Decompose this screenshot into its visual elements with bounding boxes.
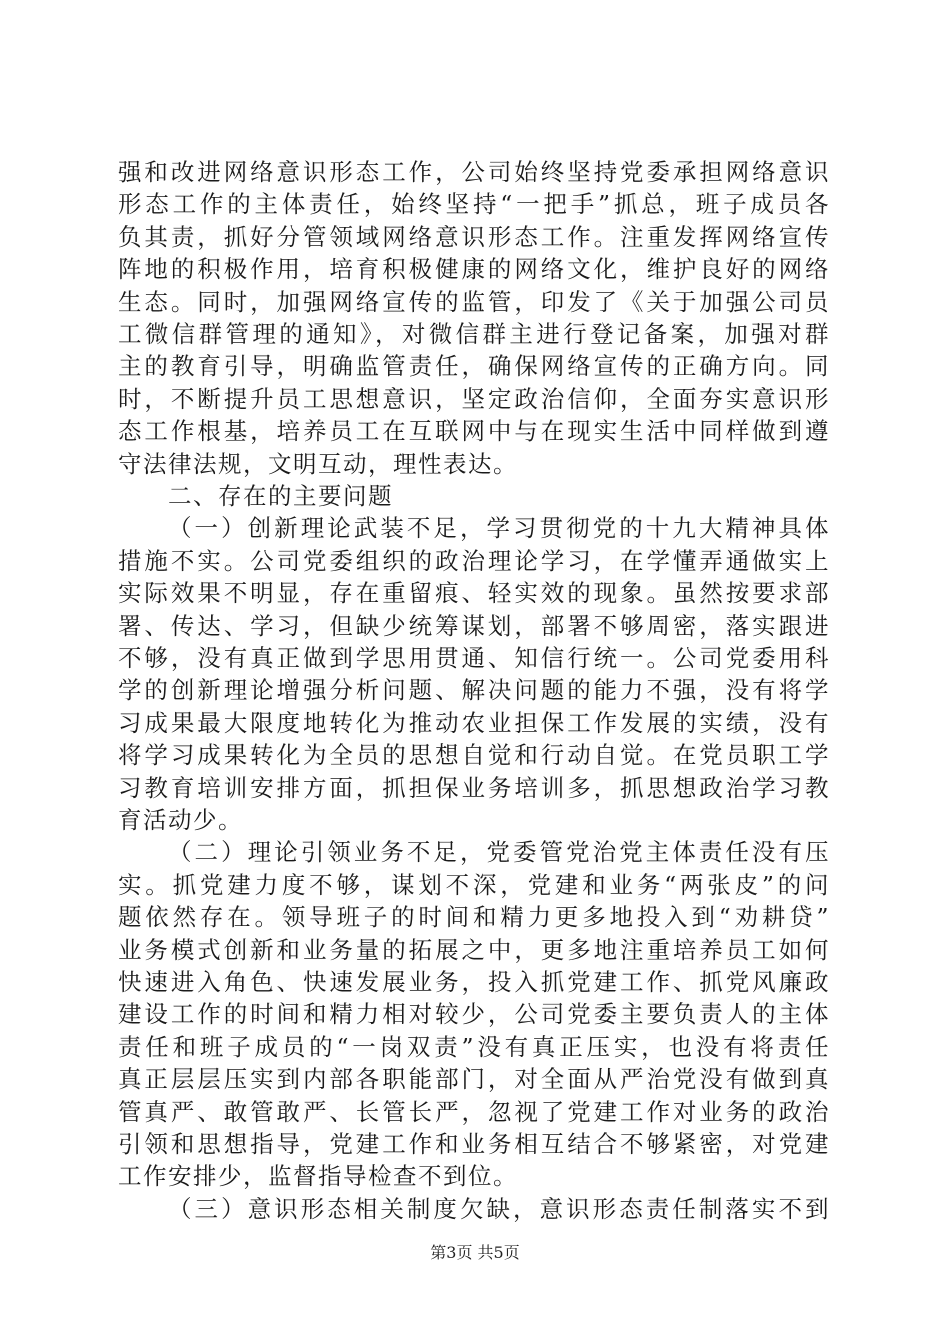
text-line: 将学习成果转化为全员的思想自觉和行动自觉。在党员职工学: [118, 741, 830, 769]
text-line: 建设工作的时间和精力相对较少，公司党委主要负责人的主体: [118, 1000, 830, 1028]
text-line: 署、传达、学习，但缺少统筹谋划，部署不够周密，落实跟进: [118, 612, 830, 640]
text-line: 业务模式创新和业务量的拓展之中，更多地注重培养员工如何: [118, 936, 830, 964]
text-line: （二）理论引领业务不足，党委管党治党主体责任没有压: [168, 838, 830, 866]
text-line: 习教育培训安排方面，抓担保业务培训多，抓思想政治学习教: [118, 774, 830, 802]
text-line: 不够，没有真正做到学思用贯通、知信行统一。公司党委用科: [118, 644, 830, 672]
text-line: 负其责，抓好分管领域网络意识形态工作。注重发挥网络宣传: [118, 223, 830, 251]
text-line: 引领和思想指导，党建工作和业务相互结合不够紧密，对党建: [118, 1130, 830, 1158]
text-line: 实。抓党建力度不够，谋划不深，党建和业务“两张皮”的问: [118, 871, 830, 899]
text-line: 工微信群管理的通知》，对微信群主进行登记备案，加强对群: [118, 320, 830, 348]
text-line: 强和改进网络意识形态工作，公司始终坚持党委承担网络意识: [118, 158, 830, 186]
section-heading: 二、存在的主要问题: [168, 482, 393, 510]
text-line: 工作安排少，监督指导检查不到位。: [118, 1162, 518, 1190]
text-line: 阵地的积极作用，培育积极健康的网络文化，维护良好的网络: [118, 255, 830, 283]
text-line: （一）创新理论武装不足，学习贯彻党的十九大精神具体: [168, 514, 830, 542]
text-line: 育活动少。: [118, 806, 243, 834]
text-line: 态工作根基，培养员工在互联网中与在现实生活中同样做到遵: [118, 417, 830, 445]
text-line: 措施不实。公司党委组织的政治理论学习，在学懂弄通做实上: [118, 547, 830, 575]
text-line: 学的创新理论增强分析问题、解决问题的能力不强，没有将学: [118, 676, 830, 704]
text-line: 生态。同时，加强网络宣传的监管，印发了《关于加强公司员: [118, 288, 830, 316]
text-line: 责任和班子成员的“一岗双责”没有真正压实，也没有将责任: [118, 1033, 830, 1061]
text-line: 真正层层压实到内部各职能部门，对全面从严治党没有做到真: [118, 1065, 830, 1093]
text-line: 快速进入角色、快速发展业务，投入抓党建工作、抓党风廉政: [118, 968, 830, 996]
text-line: 主的教育引导，明确监管责任，确保网络宣传的正确方向。同: [118, 352, 830, 380]
text-line: 实际效果不明显，存在重留痕、轻实效的现象。虽然按要求部: [118, 579, 830, 607]
text-line: 题依然存在。领导班子的时间和精力更多地投入到“劝耕贷”: [118, 903, 830, 931]
text-line: 形态工作的主体责任，始终坚持“一把手”抓总，班子成员各: [118, 190, 830, 218]
text-line: 时，不断提升员工思想意识，坚定政治信仰，全面夯实意识形: [118, 385, 830, 413]
text-line: 习成果最大限度地转化为推动农业担保工作发展的实绩，没有: [118, 709, 830, 737]
text-line: （三）意识形态相关制度欠缺，意识形态责任制落实不到: [168, 1195, 830, 1223]
text-line: 管真严、敢管敢严、长管长严，忽视了党建工作对业务的政治: [118, 1098, 830, 1126]
page-number-footer: 第3页 共5页: [430, 1243, 520, 1262]
text-line: 守法律法规，文明互动，理性表达。: [118, 450, 518, 478]
